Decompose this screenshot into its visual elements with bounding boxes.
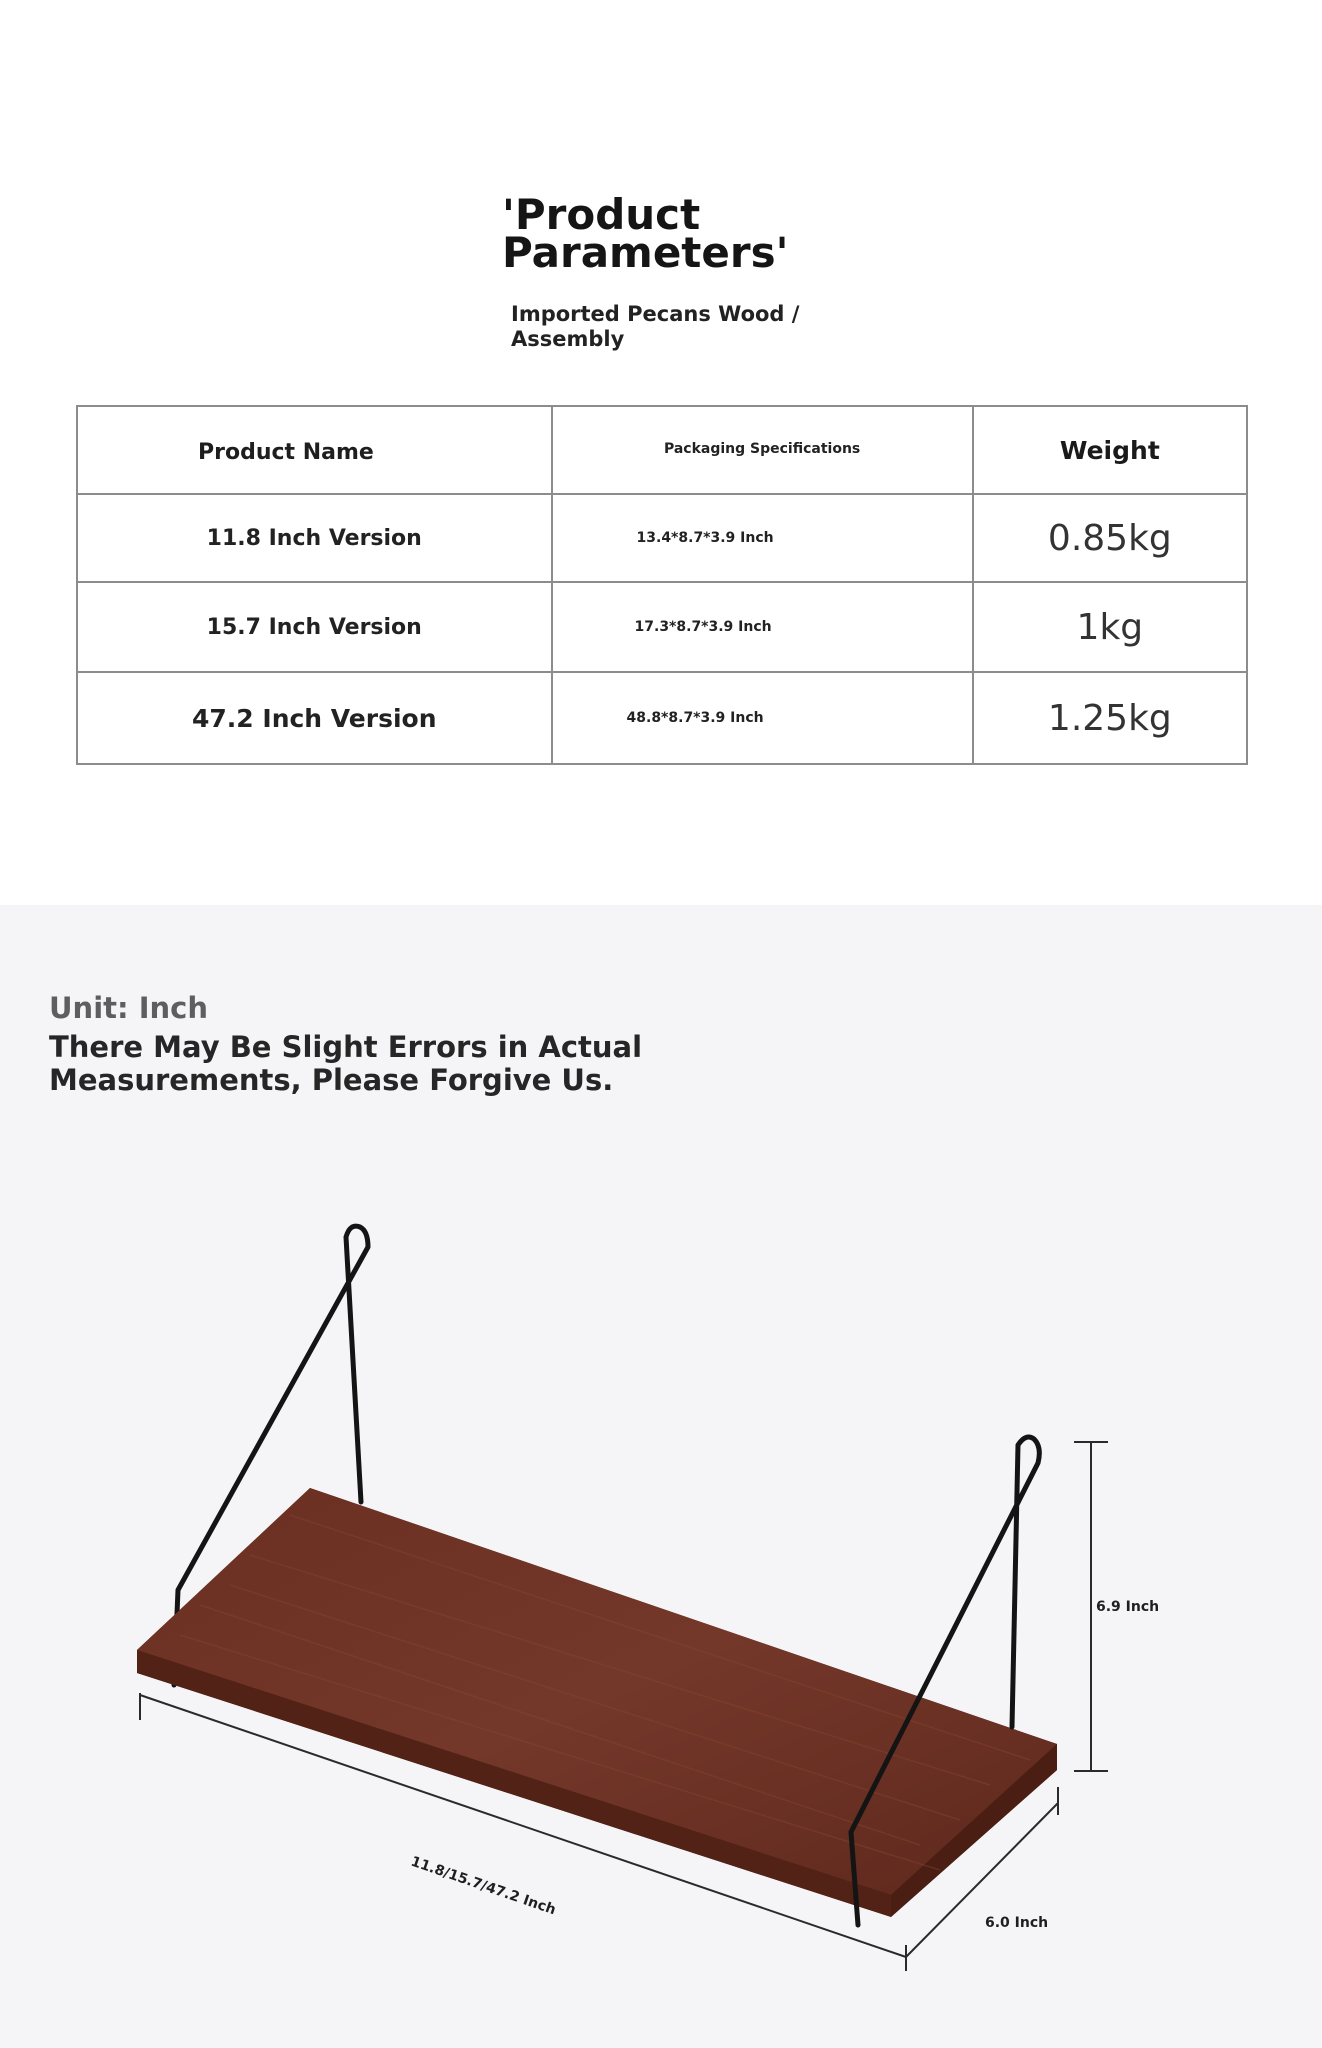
table-row xyxy=(77,672,1247,764)
material-subtitle xyxy=(511,302,851,352)
product-name-cell: 47.2 Inch Version xyxy=(77,672,552,764)
column-header-packaging: Packaging Specifications xyxy=(552,406,973,494)
table-row xyxy=(77,582,1247,672)
packaging-cell: 17.3*8.7*3.9 Inch xyxy=(552,582,973,672)
table-header-row xyxy=(77,406,1247,494)
packaging-cell: 48.8*8.7*3.9 Inch xyxy=(552,672,973,764)
packaging-cell: 13.4*8.7*3.9 Inch xyxy=(552,494,973,582)
subtitle-line-1: Imported Pecans Wood / xyxy=(511,302,800,326)
unit-label: Unit: Inch xyxy=(49,991,208,1025)
height-label: 6.9 Inch xyxy=(1096,1599,1160,1615)
subtitle-line-2: Assembly xyxy=(511,327,625,351)
dimensions-section xyxy=(0,905,1322,2048)
title-line-1: 'Product xyxy=(502,190,701,239)
note-line-1: There May Be Slight Errors in Actual xyxy=(49,1030,643,1064)
length-label: 11.8/15.7/47.2 Inch xyxy=(408,1853,558,1919)
title-line-2: Parameters' xyxy=(502,228,789,277)
table-row xyxy=(77,494,1247,582)
weight-cell: 1kg xyxy=(973,582,1247,672)
weight-cell: 1.25kg xyxy=(973,672,1247,764)
column-header-product-name: Product Name xyxy=(77,406,552,494)
column-header-weight: Weight xyxy=(973,406,1247,494)
depth-label: 6.0 Inch xyxy=(985,1915,1049,1931)
product-parameters-section xyxy=(0,0,1322,905)
parameters-table xyxy=(76,405,1248,765)
shelf-dimension-diagram xyxy=(0,905,1322,2048)
product-name-cell: 15.7 Inch Version xyxy=(77,582,552,672)
weight-cell: 0.85kg xyxy=(973,494,1247,582)
product-name-cell: 11.8 Inch Version xyxy=(77,494,552,582)
note-line-2: Measurements, Please Forgive Us. xyxy=(49,1063,614,1097)
page-title xyxy=(502,190,902,277)
